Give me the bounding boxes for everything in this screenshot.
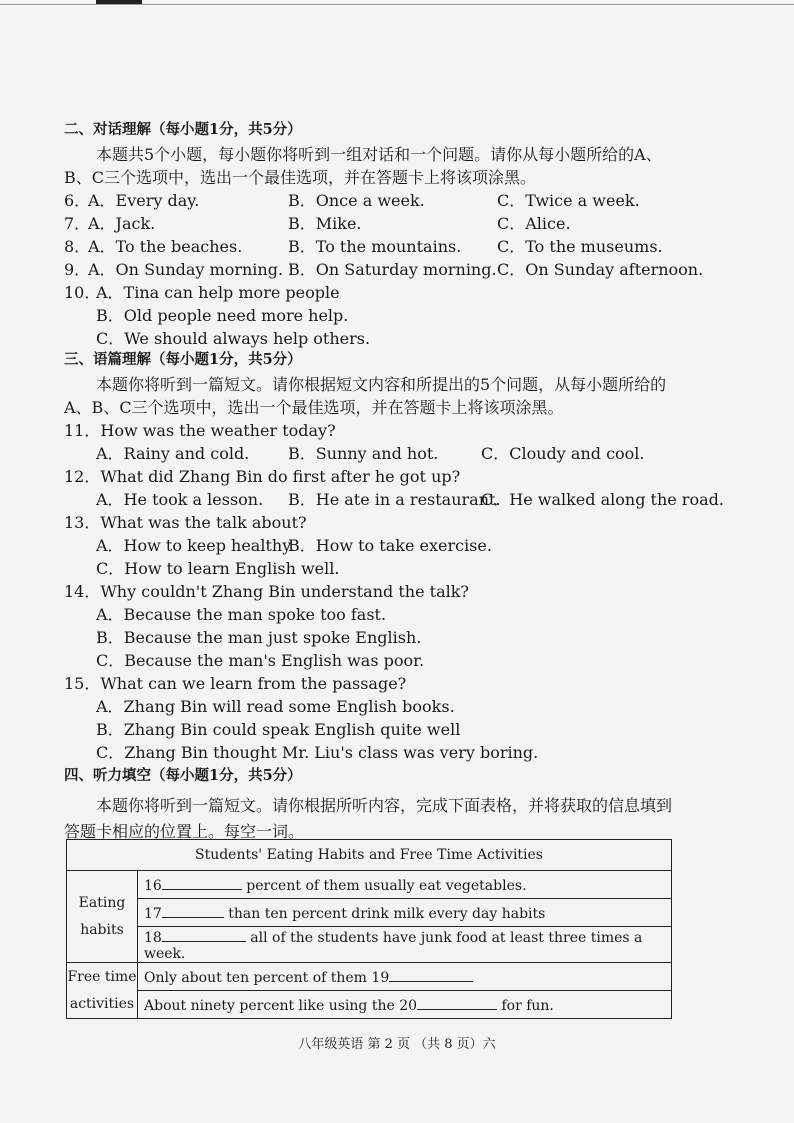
section2-heading: 二、对话理解（每小题1分，共5分） — [64, 121, 302, 138]
option-b: B．How to take exercise. — [288, 536, 492, 555]
option-c: C．Zhang Bin thought Mr. Liu's class was very boring. — [96, 743, 539, 762]
section3-heading: 三、语篇理解（每小题1分，共5分） — [64, 351, 302, 368]
option-c: C．Twice a week. — [497, 191, 640, 210]
scan-edge-line — [0, 4, 794, 5]
option-a: A．Zhang Bin will read some English books. — [96, 697, 455, 716]
question-number: 9． — [64, 260, 91, 279]
question-stem: 15．What can we learn from the passage? — [64, 674, 407, 693]
section3-instruction: 本题你将听到一篇短文。请你根据短文内容和所提出的5个问题，从每小题所给的 — [96, 375, 667, 394]
option-c: C．We should always help others. — [96, 329, 371, 348]
option-c: C．He walked along the road. — [481, 490, 724, 509]
row-text: About ninety percent like using the 20 — [144, 998, 418, 1014]
option-c: C．Because the man's English was poor. — [96, 651, 425, 670]
table-caption: Students' Eating Habits and Free Time Activities — [67, 840, 672, 871]
option-b: B．Once a week. — [288, 191, 425, 210]
option-a: A．Tina can help more people — [96, 283, 340, 302]
option-a: A．On Sunday morning. — [88, 260, 284, 279]
blank-number: 17 — [144, 906, 162, 922]
option-b: B．Mike. — [288, 214, 362, 233]
option-c: C．On Sunday afternoon. — [497, 260, 704, 279]
question-stem: 11．How was the weather today? — [64, 421, 336, 440]
question-number: 6． — [64, 191, 91, 210]
section4-instruction-cont: 答题卡相应的位置上。每空一词。 — [64, 822, 305, 841]
eating-habits-label — [67, 871, 138, 963]
section4-instruction: 本题你将听到一篇短文。请你根据所听内容，完成下面表格，并将获取的信息填到 — [96, 796, 673, 815]
row-text: all of the students have junk food at least three times a week. — [144, 930, 643, 962]
answer-blank-16 — [162, 875, 242, 890]
option-a: A．Because the man spoke too fast. — [96, 605, 387, 624]
eating-habits-table — [66, 839, 672, 1019]
answer-blank-19 — [389, 967, 473, 982]
option-a: A．To the beaches. — [88, 237, 243, 256]
section3-instruction-cont: A、B、C三个选项中，选出一个最佳选项，并在答题卡上将该项涂黑。 — [64, 398, 564, 417]
eating-label-line-2: habits — [80, 921, 124, 938]
option-b: B．Old people need more help. — [96, 306, 349, 325]
table-row-19 — [138, 963, 672, 991]
option-a: A．Rainy and cold. — [96, 444, 250, 463]
option-b: B．Zhang Bin could speak English quite well — [96, 720, 461, 739]
blank-number: 16 — [144, 878, 162, 894]
option-a: A．Every day. — [88, 191, 200, 210]
row-text: Only about ten percent of them 19 — [144, 970, 390, 986]
answer-blank-20 — [417, 995, 497, 1010]
question-number: 7． — [64, 214, 91, 233]
answer-blank-18 — [162, 927, 246, 942]
eating-label-line-1: Eating — [78, 894, 126, 911]
section2-instruction: 本题共5个小题，每小题你将听到一组对话和一个问题。请你从每小题所给的A、 — [96, 145, 662, 164]
free-label-line-1: Free time — [67, 968, 137, 985]
table-row-18 — [138, 927, 672, 963]
option-b: B．He ate in a restaurant. — [288, 490, 501, 509]
question-stem: 13．What was the talk about? — [64, 513, 307, 532]
answer-blank-17 — [162, 903, 224, 918]
free-label-line-2: activities — [69, 995, 135, 1012]
blank-number: 18 — [144, 930, 162, 946]
option-a: A．Jack. — [88, 214, 156, 233]
option-b: B．To the mountains. — [288, 237, 462, 256]
option-c: C．Cloudy and cool. — [481, 444, 645, 463]
option-b: B．Sunny and hot. — [288, 444, 439, 463]
row-text: percent of them usually eat vegetables. — [246, 878, 527, 894]
option-b: B．Because the man just spoke English. — [96, 628, 422, 647]
question-number: 10． — [64, 283, 101, 302]
row-text: than ten percent drink milk every day habits — [228, 906, 546, 922]
row-text-end: for fun. — [501, 998, 554, 1014]
option-a: A．He took a lesson. — [96, 490, 264, 509]
table-row-20 — [138, 991, 672, 1019]
table-row-17 — [138, 899, 672, 927]
section2-instruction-cont: B、C三个选项中，选出一个最佳选项，并在答题卡上将该项涂黑。 — [64, 168, 537, 187]
option-a: A．How to keep healthy. — [96, 536, 295, 555]
question-number: 8． — [64, 237, 91, 256]
section4-heading: 四、听力填空（每小题1分，共5分） — [64, 767, 302, 784]
option-c: C．Alice. — [497, 214, 571, 233]
page-footer: 八年级英语 第 2 页 （共 8 页）六 — [298, 1037, 496, 1052]
option-b: B．On Saturday morning. — [288, 260, 497, 279]
free-time-label — [67, 963, 138, 1019]
option-c: C．To the museums. — [497, 237, 663, 256]
question-stem: 12．What did Zhang Bin do first after he got up? — [64, 467, 461, 486]
option-c: C．How to learn English well. — [96, 559, 340, 578]
question-stem: 14．Why couldn't Zhang Bin understand the talk? — [64, 582, 470, 601]
table-row-16 — [138, 871, 672, 899]
